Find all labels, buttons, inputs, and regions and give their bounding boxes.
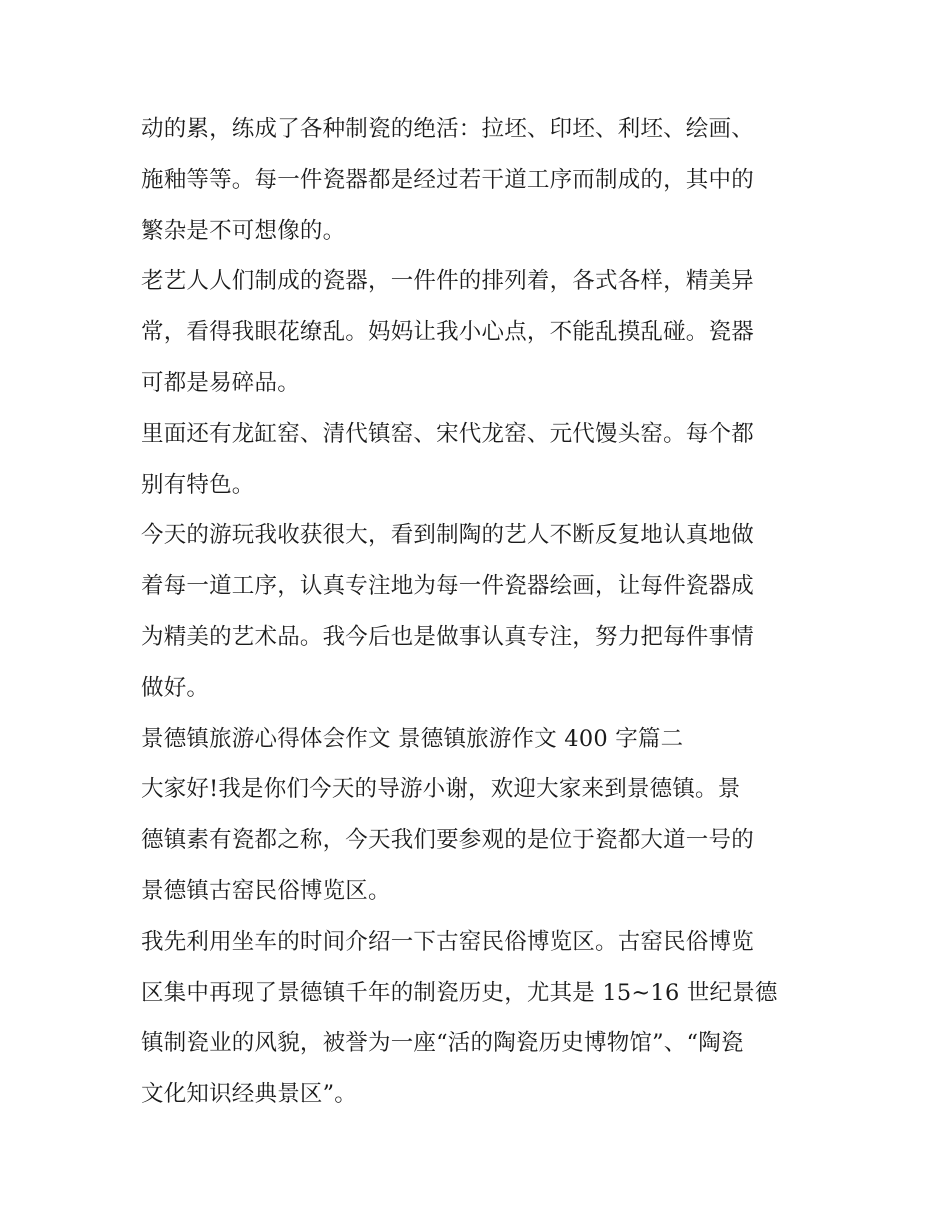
text-line: 别有特色。	[141, 471, 255, 498]
text-line: 文化知识经典景区”。	[141, 1081, 358, 1108]
essay-text	[141, 104, 821, 1120]
text-line: 做好。	[141, 674, 210, 701]
text-line: 繁杂是不可想像的。	[141, 217, 346, 244]
text-line: 常，看得我眼花缭乱。妈妈让我小心点，不能乱摸乱碰。瓷器	[141, 319, 754, 346]
text-line: 着每一道工序，认真专注地为每一件瓷器绘画，让每件瓷器成	[141, 573, 754, 600]
text-line: 动的累，练成了各种制瓷的绝活：拉坯、印坯、利坯、绘画、	[141, 116, 754, 142]
text-line: 镇制瓷业的风貌，被誉为一座“活的陶瓷历史博物馆”、“陶瓷	[141, 1030, 744, 1057]
text-line: 可都是易碎品。	[141, 369, 300, 396]
text-line: 景德镇古窑民俗博览区。	[141, 877, 391, 904]
text-line: 施釉等等。每一件瓷器都是经过若干道工序而制成的，其中的	[141, 166, 754, 193]
text-line: 区集中再现了景德镇千年的制瓷历史，尤其是 15~16 世纪景德	[141, 979, 778, 1006]
text-line: 老艺人人们制成的瓷器，一件件的排列着，各式各样，精美异	[141, 268, 754, 295]
text-line: 我先利用坐车的时间介绍一下古窑民俗博览区。古窑民俗博览	[141, 928, 754, 955]
text-line: 大家好!我是你们今天的导游小谢，欢迎大家来到景德镇。景	[141, 776, 741, 803]
section-heading: 景德镇旅游心得体会作文 景德镇旅游作文 400 字篇二	[141, 725, 684, 752]
text-line: 今天的游玩我收获很大，看到制陶的艺人不断反复地认真地做	[141, 522, 754, 549]
text-line: 德镇素有瓷都之称，今天我们要参观的是位于瓷都大道一号的	[141, 827, 754, 854]
text-line: 里面还有龙缸窑、清代镇窑、宋代龙窑、元代馒头窑。每个都	[141, 420, 754, 447]
text-line: 为精美的艺术品。我今后也是做事认真专注，努力把每件事情	[141, 623, 754, 650]
